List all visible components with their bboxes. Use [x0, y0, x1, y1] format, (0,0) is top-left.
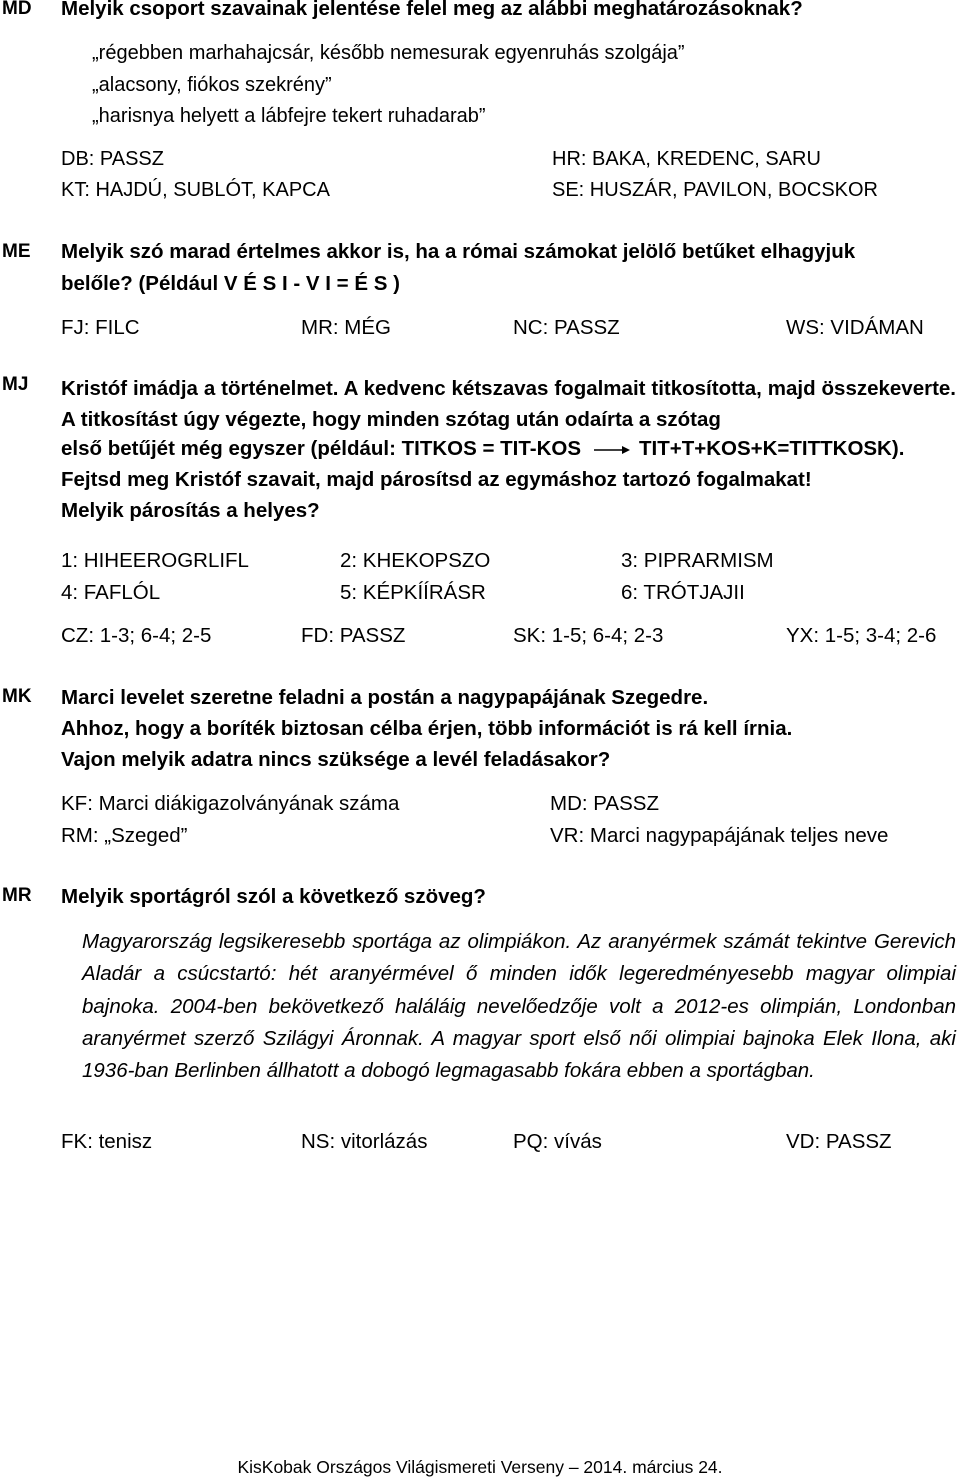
- sport-passage: Magyarország legsikeresebb sportága az olimpiákon. Az aranyérmek számát tekintve Gerevich Aladár a csúcstartó: hét aranyérmével ő minden idők legeredményesebb magyar olimpiai bajnoka. 2004-ben bekövetkező haláláig nevelőedzője volt a 2012-es olimpián, Londonban aranyérmet szerző Szilágyi Áronnak. A magyar sport első női olimpiai bajnoka Elek Ilona, aki 1936-ban Berlinben állhatott a dobogó legmagasabb fokára ebben a sportágban.: [82, 930, 956, 1083]
- coded-word-3: 3: PIPRARMISM: [621, 549, 774, 572]
- question-text-mk-line1: Marci levelet szeretne feladni a postán a nagypapájának Szegedre.: [61, 686, 709, 709]
- coded-word-6: 6: TRÓTJAJII: [621, 581, 745, 604]
- question-text-mk-line2: Ahhoz, hogy a boríték biztosan célba érjen, több információt is rá kell írnia.: [61, 717, 793, 740]
- question-text-me-line2: belőle? (Például V É S I - V I = É S ): [61, 272, 400, 295]
- coded-word-1: 1: HIHEEROGRLIFL: [61, 549, 249, 572]
- answer-option-rm: RM: „Szeged”: [61, 824, 188, 847]
- definition-3: „harisnya helyett a lábfejre tekert ruhadarab”: [92, 105, 486, 127]
- example-part-b: TIT+T+KOS+K=TITTKOSK).: [639, 437, 905, 460]
- answer-option-kf: KF: Marci diákigazolványának száma: [61, 792, 400, 815]
- answer-option-md: MD: PASSZ: [550, 792, 659, 815]
- answer-option-vd: VD: PASSZ: [786, 1130, 892, 1153]
- definition-1: „régebben marhahajcsár, később nemesurak egyenruhás szolgája”: [92, 42, 685, 64]
- answer-option-yx: YX: 1-5; 3-4; 2-6: [786, 624, 937, 647]
- answer-option-ws: WS: VIDÁMAN: [786, 316, 924, 339]
- answer-option-hr: HR: BAKA, KREDENC, SARU: [552, 148, 821, 170]
- example-part-a: első betűjét még egyszer (például: TITKOS = TIT-KOS: [61, 437, 581, 460]
- question-text-mj-paragraph: Kristóf imádja a történelmet. A kedvenc kétszavas fogalmait titkosította, majd összekeverte. A titkosítást úgy végezte, hogy minden szótag után odaírta a szótag: [61, 377, 956, 431]
- answer-option-pq: PQ: vívás: [513, 1130, 602, 1153]
- question-code-mj: MJ: [2, 374, 29, 395]
- coded-word-5: 5: KÉPKÍÍRÁSR: [340, 581, 486, 604]
- answer-option-kt: KT: HAJDÚ, SUBLÓT, KAPCA: [61, 179, 330, 201]
- answer-option-fk: FK: tenisz: [61, 1130, 153, 1153]
- question-text-mk-line3: Vajon melyik adatra nincs szüksége a levél feladásakor?: [61, 748, 611, 771]
- answer-option-mr: MR: MÉG: [301, 316, 391, 339]
- answer-option-vr: VR: Marci nagypapájának teljes neve: [550, 824, 889, 847]
- page-footer: KisKobak Országos Világismereti Verseny – 2014. március 24.: [237, 1457, 723, 1477]
- question-text-mj-question: Melyik párosítás a helyes?: [61, 499, 320, 522]
- question-code-md: MD: [2, 0, 32, 19]
- answer-option-ns: NS: vitorlázás: [301, 1130, 428, 1153]
- answer-option-cz: CZ: 1-3; 6-4; 2-5: [61, 624, 212, 647]
- question-text-mr: Melyik sportágról szól a következő szöveg?: [61, 885, 486, 908]
- question-code-mr: MR: [2, 885, 32, 906]
- question-text-mj-example: [61, 437, 904, 461]
- answer-option-se: SE: HUSZÁR, PAVILON, BOCSKOR: [552, 179, 878, 201]
- question-text-md: Melyik csoport szavainak jelentése felel meg az alábbi meghatározásoknak?: [61, 0, 803, 20]
- right-arrow-icon: [593, 445, 631, 455]
- answer-option-sk: SK: 1-5; 6-4; 2-3: [513, 624, 664, 647]
- coded-word-2: 2: KHEKOPSZO: [340, 549, 491, 572]
- question-text-mj-instruction: Fejtsd meg Kristóf szavait, majd párosítsd az egymáshoz tartozó fogalmakat!: [61, 468, 812, 491]
- question-text-me-line1: Melyik szó marad értelmes akkor is, ha a római számokat jelölő betűket elhagyjuk: [61, 240, 856, 263]
- definition-2: „alacsony, fiókos szekrény”: [92, 74, 332, 96]
- question-code-me: ME: [2, 241, 31, 262]
- answer-option-db: DB: PASSZ: [61, 148, 164, 170]
- answer-option-nc: NC: PASSZ: [513, 316, 620, 339]
- question-code-mk: MK: [2, 686, 32, 707]
- answer-option-fj: FJ: FILC: [61, 316, 140, 339]
- coded-word-4: 4: FAFLÓL: [61, 581, 161, 604]
- answer-option-fd: FD: PASSZ: [301, 624, 406, 647]
